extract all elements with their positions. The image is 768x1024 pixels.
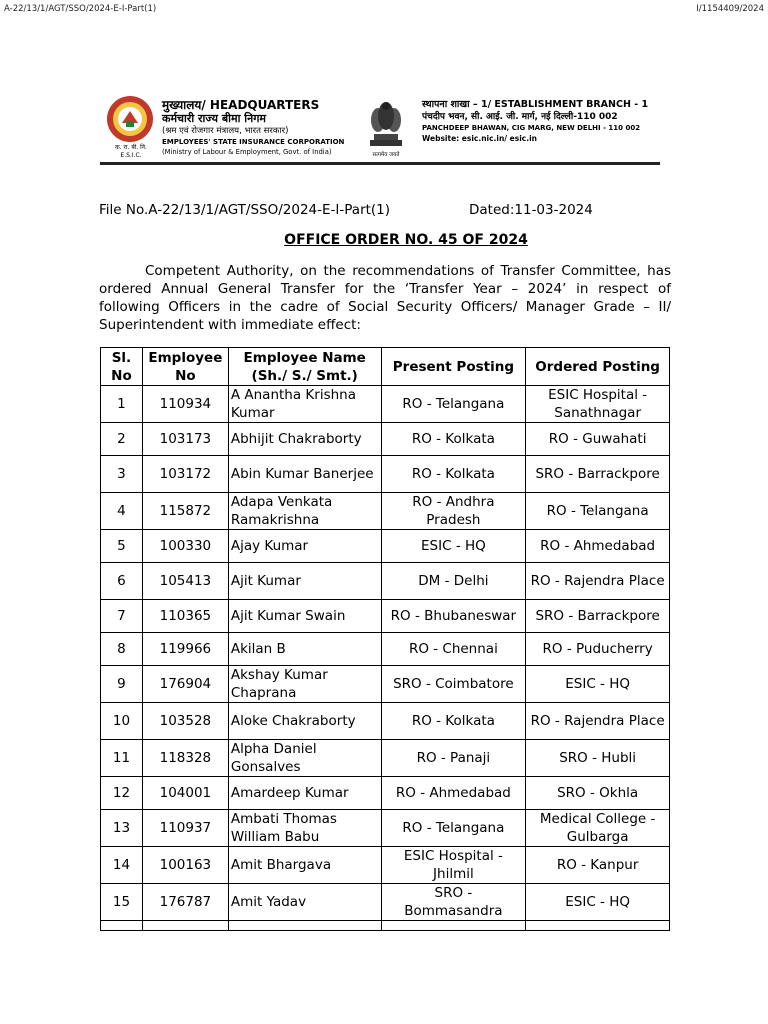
cell-employee-no: 115872: [142, 493, 228, 530]
cell-ordered-posting: SRO - Barrackpore: [526, 600, 670, 633]
cell-ordered-posting: SRO - Okhla: [526, 777, 670, 810]
transfer-table: [100, 347, 670, 931]
cell-employee-name: Abhijit Chakraborty: [228, 423, 381, 456]
page-header: [4, 4, 764, 18]
header-employee-name: Employee Name (Sh./ S./ Smt.): [228, 348, 381, 386]
logo-caption-hindi: क. रा. बी. नि.: [115, 144, 147, 151]
header-employee-no: Employee No: [142, 348, 228, 386]
cell-employee-name: [228, 921, 381, 931]
establishment-block: [422, 98, 662, 144]
cell-sl-no: 11: [101, 740, 143, 777]
table-row: [101, 921, 670, 931]
cell-present-posting: RO - Chennai: [381, 633, 526, 666]
branch-english-address: PANCHDEEP BHAWAN, CIG MARG, NEW DELHI - 110 002: [422, 124, 641, 132]
cell-present-posting: RO - Telangana: [381, 386, 526, 423]
document-reference: I/1154409/2024: [696, 4, 764, 14]
cell-sl-no: 5: [101, 530, 143, 563]
cell-present-posting: ESIC - HQ: [381, 530, 526, 563]
logo-caption-english: E.S.I.C.: [120, 152, 142, 159]
table-row: [101, 530, 670, 563]
cell-ordered-posting: RO - Puducherry: [526, 633, 670, 666]
table-row: [101, 666, 670, 703]
file-line: [99, 202, 593, 218]
table-row: [101, 563, 670, 600]
cell-employee-name: Ambati Thomas William Babu: [228, 810, 381, 847]
header-sl-no: Sl. No: [101, 348, 143, 386]
letterhead-rule: [100, 162, 660, 165]
cell-present-posting: RO - Telangana: [381, 810, 526, 847]
table-row: [101, 740, 670, 777]
cell-employee-name: Amit Bhargava: [228, 847, 381, 884]
cell-sl-no: 15: [101, 884, 143, 921]
cell-sl-no: 6: [101, 563, 143, 600]
hq-english-name: EMPLOYEES' STATE INSURANCE CORPORATION: [162, 138, 345, 146]
esic-logo-icon: [106, 95, 154, 143]
cell-employee-no: 100330: [142, 530, 228, 563]
cell-employee-name: Ajit Kumar Swain: [228, 600, 381, 633]
cell-sl-no: 3: [101, 456, 143, 493]
cell-employee-name: Akilan B: [228, 633, 381, 666]
table-row: [101, 777, 670, 810]
cell-present-posting: RO - Bhubaneswar: [381, 600, 526, 633]
table-row: [101, 703, 670, 740]
cell-ordered-posting: SRO - Barrackpore: [526, 456, 670, 493]
cell-ordered-posting: RO - Rajendra Place: [526, 703, 670, 740]
cell-present-posting: RO - Ahmedabad: [381, 777, 526, 810]
table-row: [101, 493, 670, 530]
table-row: [101, 423, 670, 456]
table-row: [101, 847, 670, 884]
file-reference: A-22/13/1/AGT/SSO/2024-E-I-Part(1): [4, 4, 157, 14]
cell-sl-no: 10: [101, 703, 143, 740]
order-title: OFFICE ORDER NO. 45 OF 2024: [284, 232, 528, 248]
branch-hindi-address: पंचदीप भवन, सी. आई. जी. मार्ग, नई दिल्ली-110 002: [422, 112, 618, 122]
cell-present-posting: RO - Kolkata: [381, 456, 526, 493]
cell-employee-no: 110937: [142, 810, 228, 847]
cell-ordered-posting: [526, 921, 670, 931]
table-row: [101, 810, 670, 847]
cell-ordered-posting: RO - Telangana: [526, 493, 670, 530]
hq-hindi-ministry: (श्रम एवं रोजगार मंत्रालय, भारत सरकार): [162, 126, 289, 136]
website: Website: esic.nic.in/ esic.in: [422, 134, 537, 143]
cell-ordered-posting: ESIC Hospital - Sanathnagar: [526, 386, 670, 423]
cell-ordered-posting: ESIC - HQ: [526, 884, 670, 921]
cell-employee-name: Alpha Daniel Gonsalves: [228, 740, 381, 777]
cell-ordered-posting: RO - Kanpur: [526, 847, 670, 884]
header-present-posting: Present Posting: [381, 348, 526, 386]
cell-sl-no: 8: [101, 633, 143, 666]
cell-ordered-posting: Medical College - Gulbarga: [526, 810, 670, 847]
cell-employee-name: Aloke Chakraborty: [228, 703, 381, 740]
cell-sl-no: 7: [101, 600, 143, 633]
cell-employee-no: 118328: [142, 740, 228, 777]
branch-title: स्थापना शाखा – 1/ ESTABLISHMENT BRANCH - 1: [422, 99, 649, 110]
cell-present-posting: SRO - Bommasandra: [381, 884, 526, 921]
cell-employee-no: 176787: [142, 884, 228, 921]
cell-employee-name: Adapa Venkata Ramakrishna: [228, 493, 381, 530]
cell-employee-name: Amardeep Kumar: [228, 777, 381, 810]
cell-sl-no: [101, 921, 143, 931]
cell-employee-no: 105413: [142, 563, 228, 600]
cell-employee-no: 119966: [142, 633, 228, 666]
cell-employee-no: 103172: [142, 456, 228, 493]
table-row: [101, 600, 670, 633]
cell-present-posting: ESIC Hospital - Jhilmil: [381, 847, 526, 884]
table-header-row: [101, 348, 670, 386]
cell-sl-no: 2: [101, 423, 143, 456]
logo-caption: [106, 144, 156, 160]
cell-present-posting: SRO - Coimbatore: [381, 666, 526, 703]
cell-sl-no: 14: [101, 847, 143, 884]
table-row: [101, 386, 670, 423]
cell-employee-no: 104001: [142, 777, 228, 810]
hq-title: मुख्यालय/ HEADQUARTERS: [162, 98, 320, 112]
cell-employee-no: [142, 921, 228, 931]
cell-present-posting: [381, 921, 526, 931]
cell-sl-no: 1: [101, 386, 143, 423]
cell-sl-no: 13: [101, 810, 143, 847]
cell-present-posting: RO - Panaji: [381, 740, 526, 777]
hq-english-ministry: (Ministry of Labour & Employment, Govt. of India): [162, 148, 332, 156]
intro-paragraph: Competent Authority, on the recommendations of Transfer Committee, has ordered Annual General Transfer for the ‘Transfer Year – 2024’ in respect of following Officers in the cadre of Social Security Officers/ Manager Grade – II/ Superintendent with immediate effect:: [99, 263, 671, 333]
cell-employee-name: Amit Yadav: [228, 884, 381, 921]
cell-employee-no: 176904: [142, 666, 228, 703]
letterhead: [100, 92, 660, 166]
cell-sl-no: 9: [101, 666, 143, 703]
table-row: [101, 456, 670, 493]
headquarters-block: [162, 98, 372, 157]
cell-ordered-posting: SRO - Hubli: [526, 740, 670, 777]
cell-employee-no: 103528: [142, 703, 228, 740]
cell-employee-name: Ajay Kumar: [228, 530, 381, 563]
cell-ordered-posting: RO - Rajendra Place: [526, 563, 670, 600]
cell-present-posting: DM - Delhi: [381, 563, 526, 600]
cell-employee-no: 100163: [142, 847, 228, 884]
cell-employee-name: Abin Kumar Banerjee: [228, 456, 381, 493]
cell-employee-name: A Anantha Krishna Kumar: [228, 386, 381, 423]
cell-present-posting: RO - Kolkata: [381, 703, 526, 740]
cell-ordered-posting: RO - Ahmedabad: [526, 530, 670, 563]
cell-ordered-posting: ESIC - HQ: [526, 666, 670, 703]
cell-employee-no: 110365: [142, 600, 228, 633]
cell-employee-name: Ajit Kumar: [228, 563, 381, 600]
cell-sl-no: 4: [101, 493, 143, 530]
table-row: [101, 633, 670, 666]
cell-sl-no: 12: [101, 777, 143, 810]
cell-present-posting: RO - Kolkata: [381, 423, 526, 456]
emblem-caption: सत्यमेव जयते: [372, 152, 400, 158]
cell-employee-no: 103173: [142, 423, 228, 456]
table-row: [101, 884, 670, 921]
cell-employee-no: 110934: [142, 386, 228, 423]
file-number: File No.A-22/13/1/AGT/SSO/2024-E-I-Part(1): [99, 202, 391, 218]
cell-ordered-posting: RO - Guwahati: [526, 423, 670, 456]
dated: Dated:11-03-2024: [469, 202, 593, 218]
cell-employee-name: Akshay Kumar Chaprana: [228, 666, 381, 703]
hq-hindi-name: कर्मचारी राज्य बीमा निगम: [162, 112, 266, 125]
header-ordered-posting: Ordered Posting: [526, 348, 670, 386]
national-emblem-icon: [366, 94, 406, 150]
cell-present-posting: RO - Andhra Pradesh: [381, 493, 526, 530]
